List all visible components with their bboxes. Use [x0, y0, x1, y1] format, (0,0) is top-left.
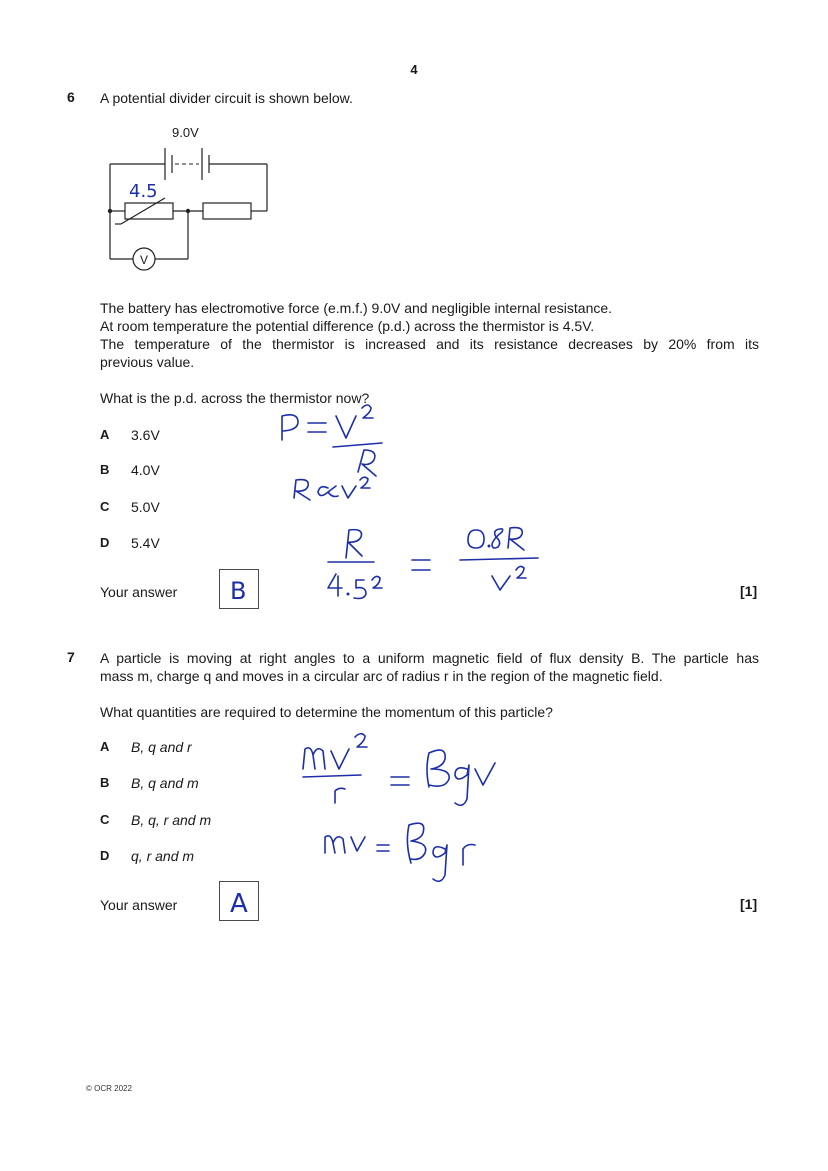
q6-para-line: The temperature of the thermistor is increased and its resistance decreases by 20% from its — [100, 336, 759, 352]
q6-question: What is the p.d. across the thermistor now? — [100, 390, 370, 406]
q6-option-letter: C — [100, 499, 110, 514]
q7-question: What quantities are required to determine the momentum of this particle? — [100, 704, 553, 720]
q7-marks: [1] — [740, 896, 758, 912]
q7-answer-box[interactable] — [219, 881, 259, 921]
voltmeter-symbol — [133, 248, 155, 270]
q6-para-line: The battery has electromotive force (e.m.f.) 9.0V and negligible internal resistance. — [100, 300, 613, 316]
q7-answer-label: Your answer — [100, 897, 178, 913]
q7-option-letter: B — [100, 775, 110, 790]
handwritten-note: 4.5 — [129, 181, 158, 202]
svg-text:B: B — [230, 577, 247, 605]
q7-option-letter: C — [100, 812, 110, 827]
q6-number: 6 — [67, 89, 75, 105]
q7-para-line: mass m, charge q and moves in a circular arc of radius r in the region of the magnetic field. — [100, 668, 663, 684]
q6-option-text: 4.0V — [131, 462, 160, 478]
q7-handwritten-working — [295, 725, 535, 895]
q6-circuit-diagram — [95, 118, 285, 278]
q6-handwritten-working — [270, 400, 560, 615]
q7-option-text: B, q and m — [131, 775, 199, 791]
q6-option-text: 3.6V — [131, 427, 160, 443]
q6-intro: A potential divider circuit is shown below. — [100, 90, 353, 106]
voltmeter-label: V — [140, 253, 149, 267]
svg-text:A: A — [230, 889, 248, 919]
q7-option-text: q, r and m — [131, 848, 195, 864]
battery-symbol — [110, 148, 267, 180]
q7-option-text: B, q, r and m — [131, 812, 212, 828]
q7-answer-handwritten — [220, 882, 258, 920]
copyright: © OCR 2022 — [86, 1084, 132, 1093]
fixed-resistor-symbol — [203, 203, 251, 219]
q6-option-letter: D — [100, 535, 110, 550]
q6-option-text: 5.4V — [131, 535, 160, 551]
page-number: 4 — [410, 62, 418, 77]
q6-para-line: previous value. — [100, 354, 195, 370]
q6-paragraph — [100, 299, 759, 371]
q7-option-text: B, q and r — [131, 739, 192, 755]
q7-paragraph — [100, 649, 759, 685]
q6-answer-handwritten — [220, 570, 258, 608]
q6-option-text: 5.0V — [131, 499, 160, 515]
q6-option-letter: B — [100, 462, 110, 477]
q6-answer-box[interactable] — [219, 569, 259, 609]
q6-para-line: At room temperature the potential difference (p.d.) across the thermistor is 4.5V. — [100, 318, 595, 334]
battery-label: 9.0V — [172, 125, 199, 140]
q6-marks: [1] — [740, 583, 758, 599]
q7-number: 7 — [67, 649, 75, 665]
q6-option-letter: A — [100, 427, 110, 442]
q7-para-line: A particle is moving at right angles to a uniform magnetic field of flux density B. The particle has — [100, 650, 759, 666]
q6-answer-label: Your answer — [100, 584, 178, 600]
q7-option-letter: D — [100, 848, 110, 863]
q7-option-letter: A — [100, 739, 110, 754]
